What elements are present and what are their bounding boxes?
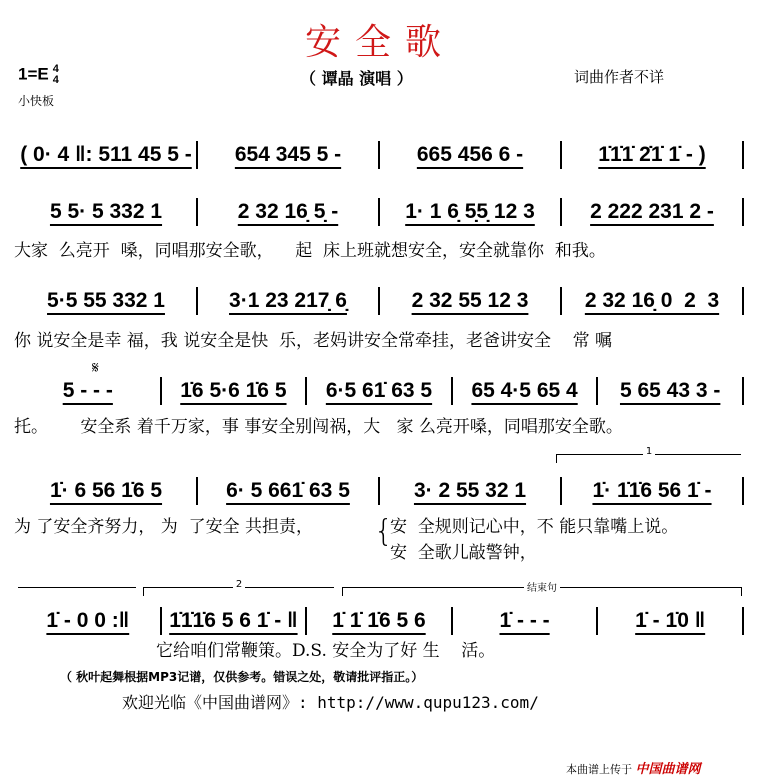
time-signature — [53, 64, 59, 86]
bar-line — [742, 287, 744, 315]
measure: 1̇· 6 56 1̇6 5 — [49, 479, 163, 502]
disclaimer: （ 秋叶起舞根据MP3记谱，仅供参考。错误之处，敬请批评指正。） — [60, 670, 424, 684]
measure: 6·5 61̇ 63 5 — [325, 379, 433, 402]
measure: 6· 5 661̇ 63 5 — [226, 479, 350, 502]
measure: 3· 2 55 32 1 — [413, 479, 527, 502]
measure: 2 32 55 12 3 — [411, 289, 529, 312]
measure: 5·5 55 332 1 — [47, 289, 165, 312]
singer: （ 谭晶 演唱 ） — [300, 69, 413, 88]
measure: 1̇1̇1̇6 5 6 1̇ - ‖ — [169, 609, 298, 632]
measure: 665 456 6 - — [416, 143, 524, 166]
measure: 2 32 16̣ 0 2 3 — [584, 289, 720, 312]
notes-row — [16, 197, 744, 227]
bar-line — [742, 477, 744, 505]
measure: 65 4·5 65 4 — [471, 379, 578, 402]
measure: 1· 1 6̣ 5̣5̣ 12 3 — [405, 200, 535, 223]
footer-text: 本曲谱上传于 — [566, 763, 632, 776]
lyric-line: 它给咱们常鞭策。D.S. 安全为了好 生 活。 — [156, 641, 496, 661]
lyric-line: 你 说安全是幸 福，我 说安全是快 乐，老妈讲安全常牵挂，老爸讲安全 常 嘱 — [14, 331, 613, 351]
measure: 1̇6 5·6 1̇6 5 — [180, 379, 287, 402]
bar-line — [742, 198, 744, 226]
measure: 1̇1̇1̇ 2̇1̇ 1̇ - ) — [598, 143, 706, 166]
time-top: 4 — [52, 63, 59, 75]
segno-sign: 𝄋 — [92, 358, 99, 377]
measure: 3·1 23 217̣ 6̣ — [229, 289, 347, 312]
notes-row — [16, 286, 744, 316]
key-label: 1=E — [18, 64, 49, 84]
author: 词曲作者不详 — [574, 68, 665, 86]
notes-row — [16, 476, 744, 506]
verse-brace: { — [374, 514, 394, 549]
footer — [566, 758, 701, 777]
measure: 2 32 16̣ 5̣ - — [237, 200, 339, 223]
measure: 5 5· 5 332 1 — [49, 200, 163, 223]
lyric-line: 大家 么亮开 嗓，同唱那安全歌， 起 床上班就想安全，安全就靠你 和我。 — [14, 241, 606, 261]
measure: 1̇ - 1̇0 ‖ — [635, 609, 706, 632]
key-signature — [18, 64, 59, 86]
volta-first — [556, 446, 741, 463]
measure: 2 222 231 2 - — [590, 200, 714, 223]
bar-line — [742, 141, 744, 169]
lyric-verse-2: 安 全歌儿敲警钟， — [390, 543, 537, 563]
lyric-line: 托。 安全系 着千万家，事 事安全别闯祸，大 家 么亮开嗓，同唱那安全歌。 — [14, 417, 623, 437]
welcome-line: 欢迎光临《中国曲谱网》: http://www.qupu123.com/ — [122, 693, 539, 712]
measure: 5 65 43 3 - — [619, 379, 721, 402]
bar-line — [742, 377, 744, 405]
bar-line — [742, 607, 744, 635]
volta-second — [143, 579, 334, 596]
volta-label: 结束句 — [524, 583, 560, 594]
lyric-verse-1: 安 全规则记心中，不 能只靠嘴上说。 — [390, 517, 679, 537]
measure: 1̇ 1̇ 1̇6 5 6 — [332, 609, 426, 632]
volta-label: 2 — [233, 579, 245, 590]
volta-first-continuation — [18, 587, 136, 588]
notes-row — [16, 376, 744, 406]
song-title: 安全歌 — [304, 22, 455, 63]
site-logo: 中国曲谱网 — [635, 762, 701, 777]
time-bottom: 4 — [52, 74, 59, 86]
notes-row — [16, 140, 744, 170]
volta-label: 1 — [643, 446, 655, 457]
notes-row — [16, 606, 744, 636]
measure: 5 - - - — [62, 379, 113, 402]
measure: 654 345 5 - — [234, 143, 342, 166]
measure: 1̇· 1̇1̇6 56 1̇ - — [592, 479, 712, 502]
lyric-line: 为 了安全齐努力， 为 了安全 共担责， — [14, 517, 314, 537]
tempo-marking: 小快板 — [18, 94, 55, 108]
volta-ending — [342, 583, 742, 596]
measure: ( 0· 4 ‖: 511 45 5 - — [20, 143, 192, 166]
measure: 1̇ - 0 0 :‖ — [46, 609, 130, 632]
measure: 1̇ - - - — [499, 609, 550, 632]
